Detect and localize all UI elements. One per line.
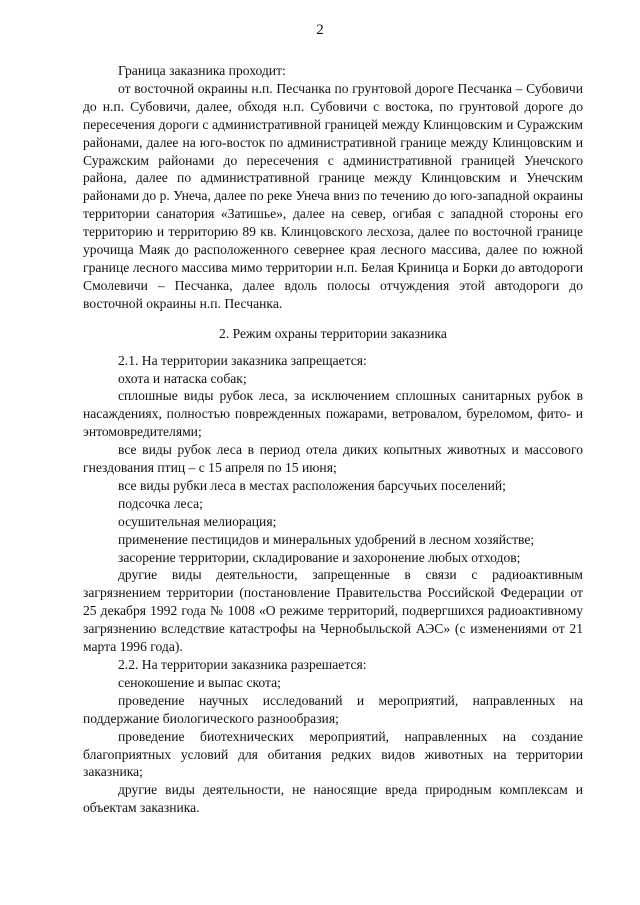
prohibited-item: охота и натаска собак; — [118, 370, 247, 386]
prohibited-item: подсочка леса; — [118, 495, 203, 511]
boundary-intro: Граница заказника проходит: — [118, 63, 286, 78]
section-heading: 2. Режим охраны территории заказника — [219, 325, 447, 341]
prohibited-item: все виды рубок леса в период отела диких копытных животных и массового гнездования птиц – с 15 апреля по 15 июня; — [83, 442, 583, 476]
allowed-item: сенокошение и выпас скота; — [118, 674, 281, 690]
allowed-item: проведение научных исследований и мероприятий, направленных на поддержание биологического разнообразия; — [83, 692, 583, 726]
prohibited-item: осушительная мелиорация; — [118, 513, 277, 529]
document-body — [83, 62, 583, 817]
page-number: 2 — [316, 22, 324, 38]
prohibited-item: применение пестицидов и минеральных удобрений в лесном хозяйстве; — [118, 531, 535, 547]
allowed-title: 2.2. На территории заказника разрешается: — [118, 657, 367, 672]
prohibited-item: засорение территории, складирование и захоронение любых отходов; — [118, 549, 521, 565]
prohibited-item: все виды рубки леса в местах расположения барсучьих поселений; — [118, 477, 506, 493]
prohibited-title: 2.1. На территории заказника запрещается: — [118, 352, 367, 368]
allowed-item: проведение биотехнических мероприятий, направленных на создание благоприятных условий для обитания редких видов животных на территории заказника; — [83, 728, 583, 780]
prohibited-item: сплошные виды рубок леса, за исключением сплошных санитарных рубок в насаждениях, полностью поврежденных пожарами, ветровалом, буреломом, фито- и энтомовредителями; — [83, 388, 583, 440]
boundary-description: от восточной окраины н.п. Песчанка по грунтовой дороге Песчанка – Субовичи до н.п. Субовичи, далее, обходя н.п. Субовичи с востока, по грунтовой дороге до пересечения дороги с административной границей между Клинцовским и Суражским районами, далее на юго-восток по административной границе между Клинцовским и Суражским районами до пересечения с административной границей Унечского района, далее по административной границе между Клинцовским и Унечским районами до р. Унеча, далее по реке Унеча вниз по течению до юго-западной окраины территории санатория «Затишье», далее на север, огибая с западной стороны его территорию и территорию 89 кв. Клинцовского лесхоза, далее по восточной границе урочища Маяк до расположенного севернее края лесного массива, далее по южной границе лесного массива мимо территории н.п. Белая Криница и Борки до автодороги Смолевичи – Песчанка, далее вдоль полосы отчуждения этой автодороги до восточной окраины н.п. Песчанка. — [83, 80, 583, 311]
prohibited-item: другие виды деятельности, запрещенные в связи с радиоактивным загрязнением территории (постановление Правительства Российской Федерации от 25 декабря 1992 года № 1008 «О режиме территорий, подвергшихся радиоактивному загрязнению вследствие катастрофы на Чернобыльской АЭС» (с изменениями от 21 марта 1996 года). — [83, 567, 583, 655]
allowed-item: другие виды деятельности, не наносящие вреда природным комплексам и объектам заказника. — [83, 782, 583, 816]
